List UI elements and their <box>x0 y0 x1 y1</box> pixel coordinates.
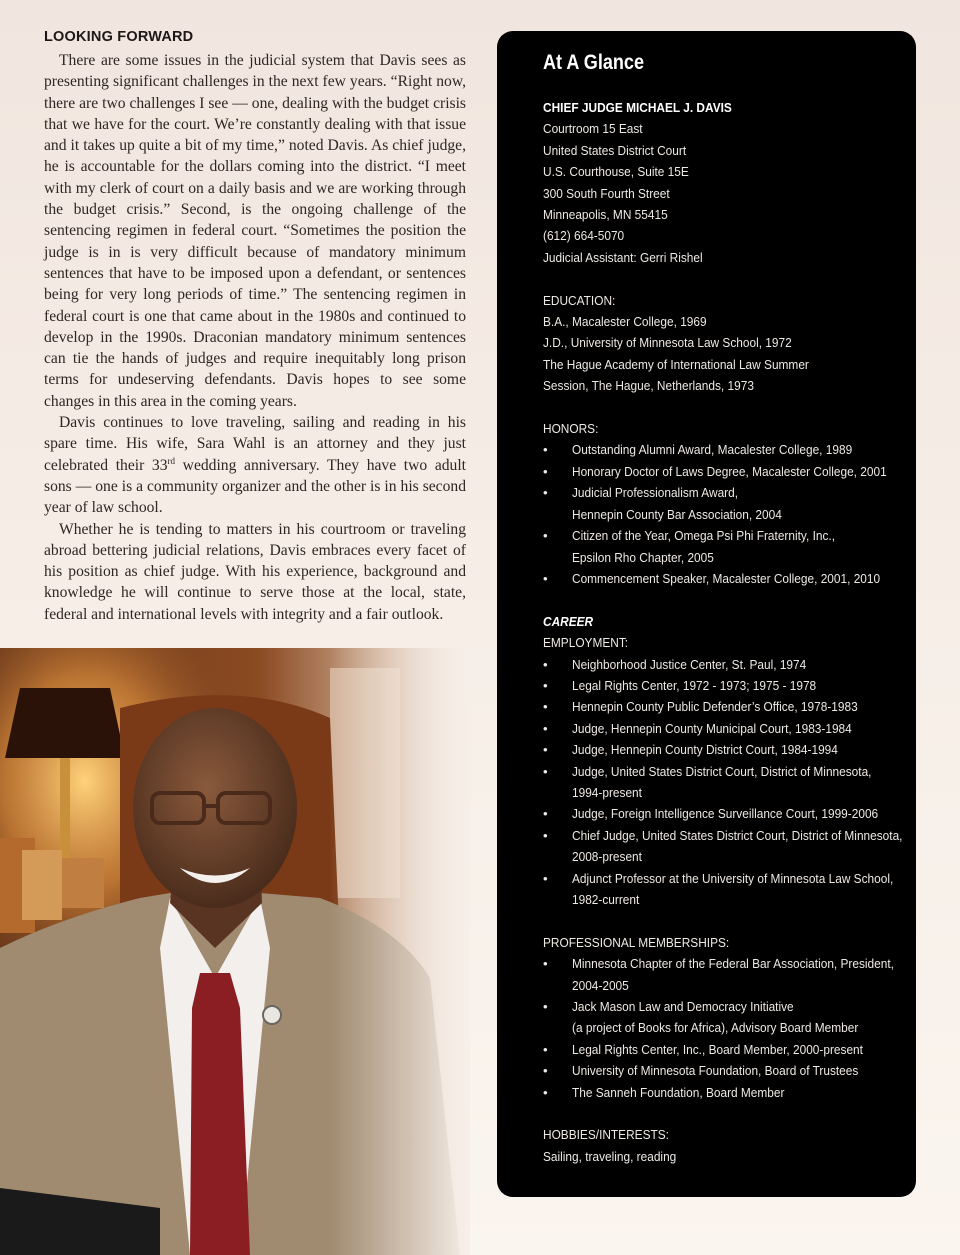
list-item: • Judicial Professionalism Award, Hennepin County Bar Association, 2004 <box>543 482 908 525</box>
panel-body <box>543 97 908 1167</box>
at-a-glance-panel <box>497 31 916 1197</box>
section-heading: LOOKING FORWARD <box>44 29 194 45</box>
list-item: • Judge, Hennepin County Municipal Court, 1983-1984 <box>543 718 908 739</box>
contact-line: 300 South Fourth Street <box>543 185 670 201</box>
memberships-list <box>543 953 908 1103</box>
education-label: EDUCATION: <box>543 292 616 308</box>
memberships-label: PROFESSIONAL MEMBERSHIPS: <box>543 934 730 950</box>
contact-line: Judicial Assistant: Gerri Rishel <box>543 249 703 265</box>
list-item: • Judge, Foreign Intelligence Surveillance Court, 1999-2006 <box>543 803 908 824</box>
contact-line: U.S. Courthouse, Suite 15E <box>543 164 689 180</box>
list-item: • Legal Rights Center, Inc., Board Member, 2000-present <box>543 1039 908 1060</box>
portrait-photo <box>0 648 470 1255</box>
hobbies-text: Sailing, traveling, reading <box>543 1148 677 1164</box>
list-item: • The Sanneh Foundation, Board Member <box>543 1082 908 1103</box>
article-paragraph-3: Whether he is tending to matters in his courtroom or traveling abroad bettering judicial relations, Davis embraces every facet of his position as chief judge. With his experience, background and knowledge he will continue to serve those at the local, state, federal and international levels with integrity and a fair outlook. <box>44 520 466 623</box>
education-line: J.D., University of Minnesota Law School, 1972 <box>543 335 792 351</box>
education-line: Session, The Hague, Netherlands, 1973 <box>543 378 754 394</box>
contact-line: (612) 664-5070 <box>543 228 625 244</box>
honors-list <box>543 439 908 589</box>
honors-label: HONORS: <box>543 421 599 437</box>
panel-title: At A Glance <box>543 51 645 74</box>
education-line: The Hague Academy of International Law Summer <box>543 356 809 372</box>
list-item: • Commencement Speaker, Macalester College, 2001, 2010 <box>543 568 908 589</box>
list-item: • Judge, United States District Court, District of Minnesota, 1994-present <box>543 761 908 804</box>
list-item: • Adjunct Professor at the University of Minnesota Law School, 1982-current <box>543 868 908 911</box>
education-line: B.A., Macalester College, 1969 <box>543 314 707 330</box>
list-item: • Honorary Doctor of Laws Degree, Macalester College, 2001 <box>543 461 908 482</box>
hobbies-label: HOBBIES/INTERESTS: <box>543 1127 669 1143</box>
employment-list <box>543 654 908 911</box>
list-item: • Chief Judge, United States District Court, District of Minnesota, 2008-present <box>543 825 908 868</box>
career-heading: CAREER <box>543 613 594 629</box>
list-item: • Neighborhood Justice Center, St. Paul, 1974 <box>543 654 908 675</box>
judge-name: CHIEF JUDGE MICHAEL J. DAVIS <box>543 100 732 115</box>
list-item: • University of Minnesota Foundation, Board of Trustees <box>543 1060 908 1081</box>
list-item: • Jack Mason Law and Democracy Initiative (a project of Books for Africa), Advisory Board Member <box>543 996 908 1039</box>
contact-line: Courtroom 15 East <box>543 121 643 137</box>
list-item: • Hennepin County Public Defender’s Office, 1978-1983 <box>543 696 908 717</box>
article-paragraph-2: Davis continues to love traveling, sailing and reading in his spare time. His wife, Sara Wahl is an attorney and they just celebrated their 33rd wedding anniversary. They have two adult sons — one is a community organizer and the other is in his second year of law school. <box>44 414 467 517</box>
article-column <box>44 28 466 625</box>
employment-label: EMPLOYMENT: <box>543 635 629 651</box>
list-item: • Judge, Hennepin County District Court, 1984-1994 <box>543 739 908 760</box>
list-item: • Minnesota Chapter of the Federal Bar Association, President, 2004-2005 <box>543 953 908 996</box>
contact-line: United States District Court <box>543 142 687 158</box>
list-item: • Citizen of the Year, Omega Psi Phi Fraternity, Inc., Epsilon Rho Chapter, 2005 <box>543 525 908 568</box>
article-paragraph-1: There are some issues in the judicial system that Davis sees as presenting significant challenges in the next few years. “Right now, there are two challenges I see — one, dealing with the budget crisis that we have for the court. We’re constantly dealing with that issue and it takes up quite a bit of my time,” noted Davis. As chief judge, he is accountable for the dollars coming into the district. “I meet with my clerk of court on a daily basis and we are working through the budget crisis.” Second, is the ongoing challenge of the sentencing regimen in federal court. “Sometimes the position the judge is in is very difficult because of mandatory minimum sentences that have to be imposed upon a defendant, or sentences being for very long periods of time.” The sentencing regimen in federal court is one that came about in the 1980s and continued to develop in the 1990s. Draconian mandatory minimum sentences can tie the hands of judges and require inequitably long prison terms for undeserving defendants. Davis hopes to see some changes in this area in the coming years. <box>44 52 466 410</box>
list-item: • Outstanding Alumni Award, Macalester College, 1989 <box>543 439 908 460</box>
list-item: • Legal Rights Center, 1972 - 1973; 1975 - 1978 <box>543 675 908 696</box>
contact-line: Minneapolis, MN 55415 <box>543 207 668 223</box>
